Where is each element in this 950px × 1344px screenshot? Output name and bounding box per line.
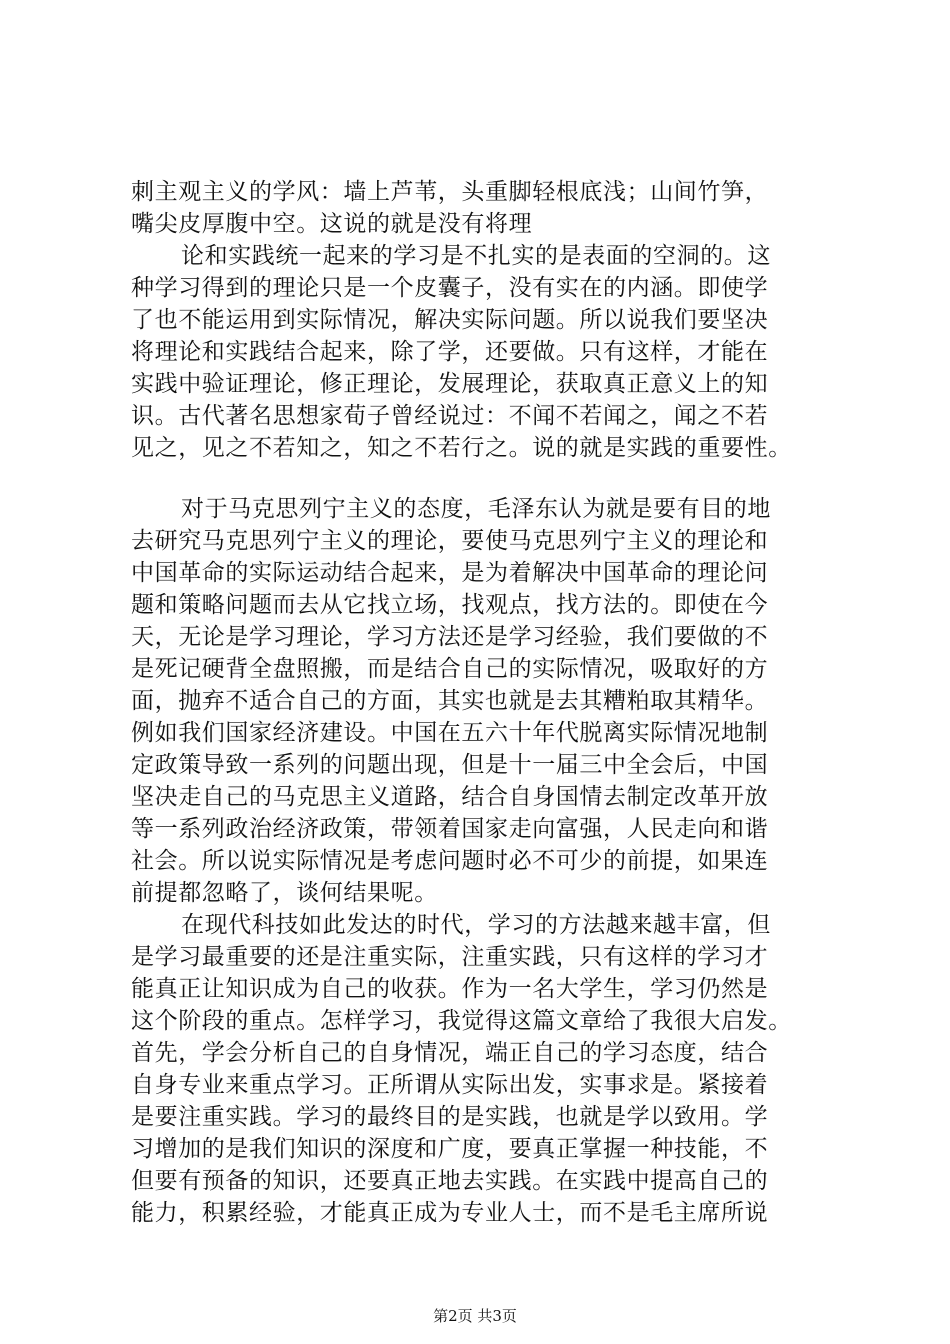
text-line: 能力，积累经验，才能真正成为专业人士，而不是毛主席所说 xyxy=(131,1200,769,1226)
text-line: 中国革命的实际运动结合起来，是为着解决中国革命的理论问 xyxy=(131,560,769,586)
text-line: 题和策略问题而去从它找立场，找观点，找方法的。即使在今 xyxy=(131,592,769,618)
text-line: 例如我们国家经济建设。中国在五六十年代脱离实际情况地制 xyxy=(131,720,769,746)
text-line: 社会。所以说实际情况是考虑问题时必不可少的前提，如果连 xyxy=(131,848,769,874)
text-line: 将理论和实践结合起来，除了学，还要做。只有这样，才能在 xyxy=(131,339,769,365)
paragraph-gap xyxy=(131,464,851,493)
text-line: 这个阶段的重点。怎样学习，我觉得这篇文章给了我很大启发。 xyxy=(131,1008,792,1034)
text-line: 嘴尖皮厚腹中空。这说的就是没有将理 xyxy=(131,211,533,237)
text-line: 习增加的是我们知识的深度和广度，要真正掌握一种技能，不 xyxy=(131,1136,769,1162)
text-line: 能真正让知识成为自己的收获。作为一名大学生，学习仍然是 xyxy=(131,976,769,1002)
text-line: 刺主观主义的学风：墙上芦苇，头重脚轻根底浅；山间竹笋， xyxy=(131,179,769,205)
text-line: 面，抛弃不适合自己的方面，其实也就是去其糟粕取其精华。 xyxy=(131,688,769,714)
text-line: 天，无论是学习理论，学习方法还是学习经验，我们要做的不 xyxy=(131,624,769,650)
page-number-footer: 第2页 共3页 xyxy=(433,1307,517,1325)
text-line: 去研究马克思列宁主义的理论，要使马克思列宁主义的理论和 xyxy=(131,528,769,554)
text-line: 识。古代著名思想家荀子曾经说过：不闻不若闻之，闻之不若 xyxy=(131,403,769,429)
text-line: 实践中验证理论，修正理论，发展理论，获取真正意义上的知 xyxy=(131,371,769,397)
text-line: 定政策导致一系列的问题出现，但是十一届三中全会后，中国 xyxy=(131,752,769,778)
text-line: 等一系列政治经济政策，带领着国家走向富强，人民走向和谐 xyxy=(131,816,769,842)
text-line: 了也不能运用到实际情况，解决实际问题。所以说我们要坚决 xyxy=(131,307,769,333)
text-line: 是要注重实践。学习的最终目的是实践，也就是学以致用。学 xyxy=(131,1104,769,1130)
text-line: 论和实践统一起来的学习是不扎实的是表面的空洞的。这 xyxy=(181,243,771,269)
text-line: 首先，学会分析自己的自身情况，端正自己的学习态度，结合 xyxy=(131,1040,769,1066)
text-line: 但要有预备的知识，还要真正地去实践。在实践中提高自己的 xyxy=(131,1168,769,1194)
text-line: 自身专业来重点学习。正所谓从实际出发，实事求是。紧接着 xyxy=(131,1072,769,1098)
text-line: 坚决走自己的马克思主义道路，结合自身国情去制定改革开放 xyxy=(131,784,769,810)
text-line: 在现代科技如此发达的时代，学习的方法越来越丰富，但 xyxy=(181,912,771,938)
text-line: 见之，见之不若知之，知之不若行之。说的就是实践的重要性。 xyxy=(131,435,792,461)
text-line: 种学习得到的理论只是一个皮囊子，没有实在的内涵。即使学 xyxy=(131,275,769,301)
text-line: 对于马克思列宁主义的态度，毛泽东认为就是要有目的地 xyxy=(181,496,771,522)
text-line: 是死记硬背全盘照搬，而是结合自己的实际情况，吸取好的方 xyxy=(131,656,769,682)
text-line: 是学习最重要的还是注重实际，注重实践，只有这样的学习才 xyxy=(131,944,769,970)
text-line: 前提都忽略了，谈何结果呢。 xyxy=(131,880,438,906)
document-body xyxy=(131,176,851,1229)
